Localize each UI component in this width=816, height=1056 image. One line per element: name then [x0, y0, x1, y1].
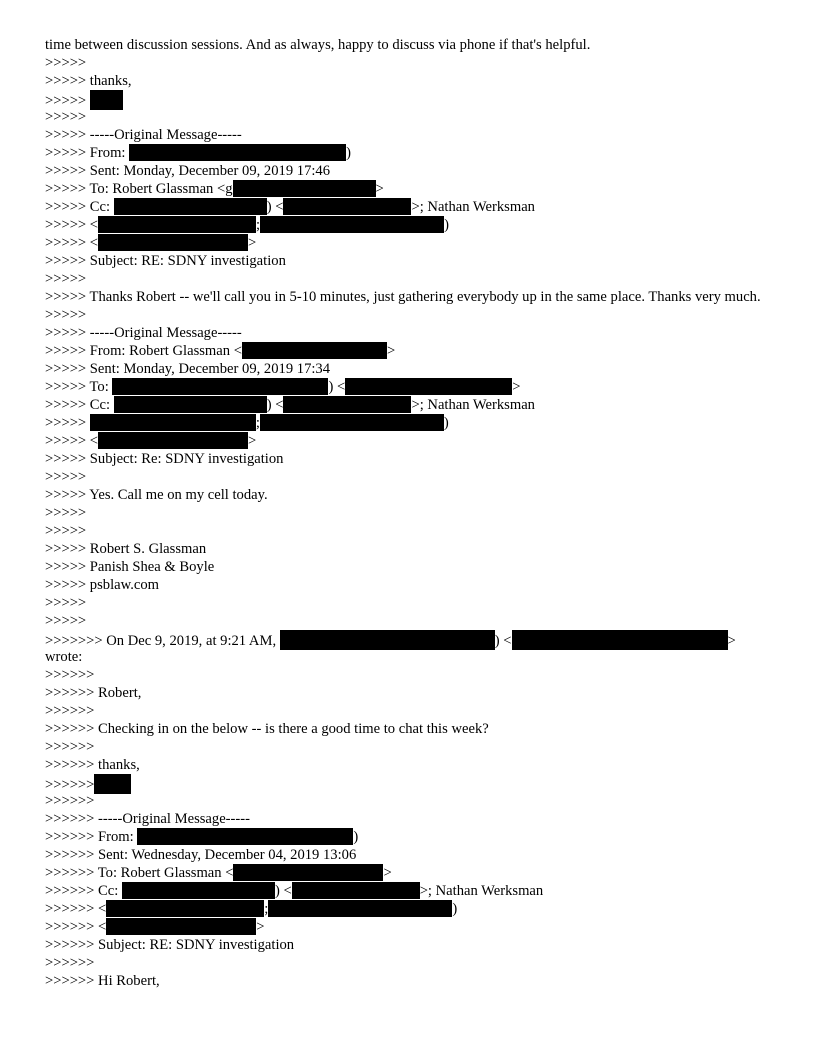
quote-line: >>>>> — [45, 307, 87, 323]
header-from: >>>>> From: ) — [45, 145, 352, 161]
redaction-box — [233, 864, 383, 881]
redaction-box — [98, 432, 248, 449]
header-cc: >>>>> Cc: ) < >; Nathan Werksman — [45, 199, 535, 215]
reply-attribution-continued: wrote: — [45, 649, 83, 665]
original-message-separator: >>>>> -----Original Message----- — [45, 325, 242, 341]
signature-website: >>>>> psblaw.com — [45, 577, 159, 593]
greeting-line: >>>>>> Hi Robert, — [45, 973, 160, 989]
redaction-box — [283, 198, 411, 215]
header-cc-continued: >>>>>> < ; ) — [45, 901, 458, 917]
header-subject: >>>>>> Subject: RE: SDNY investigation — [45, 937, 295, 953]
original-message-separator: >>>>> -----Original Message----- — [45, 127, 242, 143]
redaction-box — [90, 90, 123, 110]
body-line: time between discussion sessions. And as always, happy to discuss via phone if that's helpful. — [45, 37, 591, 53]
redaction-box — [283, 396, 411, 413]
email-thread-page — [45, 36, 765, 990]
redaction-box — [129, 144, 346, 161]
quote-line: >>>>> — [45, 271, 87, 287]
redaction-box — [260, 414, 444, 431]
header-from: >>>>> From: Robert Glassman < > — [45, 343, 396, 359]
redaction-box — [233, 180, 376, 197]
quote-line: >>>>>> — [45, 955, 95, 971]
redaction-box — [260, 216, 444, 233]
header-subject: >>>>> Subject: RE: SDNY investigation — [45, 253, 286, 269]
signoff-line: >>>>>> thanks, — [45, 757, 140, 773]
signature-name: >>>>> Robert S. Glassman — [45, 541, 207, 557]
header-to: >>>>> To: Robert Glassman <g > — [45, 181, 384, 197]
quote-line: >>>>> — [45, 595, 87, 611]
header-cc: >>>>> Cc: ) < >; Nathan Werksman — [45, 397, 535, 413]
header-cc-continued: >>>>> < > — [45, 235, 257, 251]
original-message-separator: >>>>>> -----Original Message----- — [45, 811, 250, 827]
quote-line: >>>>>> — [45, 739, 95, 755]
header-to: >>>>>> To: Robert Glassman < > — [45, 865, 392, 881]
header-cc: >>>>>> Cc: ) < >; Nathan Werksman — [45, 883, 544, 899]
quote-line: >>>>>> — [45, 793, 95, 809]
reply-attribution: >>>>>>> On Dec 9, 2019, at 9:21 AM, ) < > — [45, 630, 765, 648]
quote-line: >>>>> — [45, 469, 87, 485]
redaction-box — [242, 342, 387, 359]
signature-firm: >>>>> Panish Shea & Boyle — [45, 559, 215, 575]
header-from: >>>>>> From: ) — [45, 829, 359, 845]
header-sent: >>>>> Sent: Monday, December 09, 2019 17:46 — [45, 163, 331, 179]
quote-line: >>>>>> — [45, 703, 95, 719]
redaction-box — [114, 396, 267, 413]
header-sent: >>>>>> Sent: Wednesday, December 04, 2019 13:06 — [45, 847, 357, 863]
redaction-box — [112, 378, 328, 395]
redaction-box — [98, 216, 256, 233]
header-cc-continued: >>>>> ; ) — [45, 415, 449, 431]
signature-line: >>>>>> — [45, 774, 765, 792]
message-body-line: >>>>> Thanks Robert -- we'll call you in 5-10 minutes, just gathering everybody up in the same place. Thanks very much. — [45, 289, 761, 305]
redaction-box — [292, 882, 420, 899]
greeting-line: >>>>>> Robert, — [45, 685, 142, 701]
redaction-box — [268, 900, 452, 917]
signoff-line: >>>>> thanks, — [45, 73, 132, 89]
redaction-box — [280, 630, 495, 650]
header-sent: >>>>> Sent: Monday, December 09, 2019 17:34 — [45, 361, 331, 377]
redaction-box — [122, 882, 275, 899]
header-subject: >>>>> Subject: Re: SDNY investigation — [45, 451, 284, 467]
signature-line: >>>>> — [45, 90, 765, 108]
redaction-box — [137, 828, 353, 845]
redaction-box — [94, 774, 131, 794]
redaction-box — [106, 918, 256, 935]
quote-line: >>>>> — [45, 523, 87, 539]
redaction-box — [512, 630, 728, 650]
header-cc-continued: >>>>>> < > — [45, 919, 265, 935]
quote-line: >>>>> — [45, 55, 87, 71]
message-body-line: >>>>>> Checking in on the below -- is there a good time to chat this week? — [45, 721, 489, 737]
quote-line: >>>>> — [45, 505, 87, 521]
quote-line: >>>>> — [45, 109, 87, 125]
quote-line: >>>>> — [45, 613, 87, 629]
redaction-box — [90, 414, 256, 431]
header-cc-continued: >>>>> < ; ) — [45, 217, 449, 233]
quote-line: >>>>>> — [45, 667, 95, 683]
redaction-box — [98, 234, 248, 251]
redaction-box — [345, 378, 512, 395]
message-body-line: >>>>> Yes. Call me on my cell today. — [45, 487, 268, 503]
header-cc-continued: >>>>> < > — [45, 433, 257, 449]
header-to: >>>>> To: ) < > — [45, 379, 521, 395]
redaction-box — [106, 900, 264, 917]
redaction-box — [114, 198, 267, 215]
